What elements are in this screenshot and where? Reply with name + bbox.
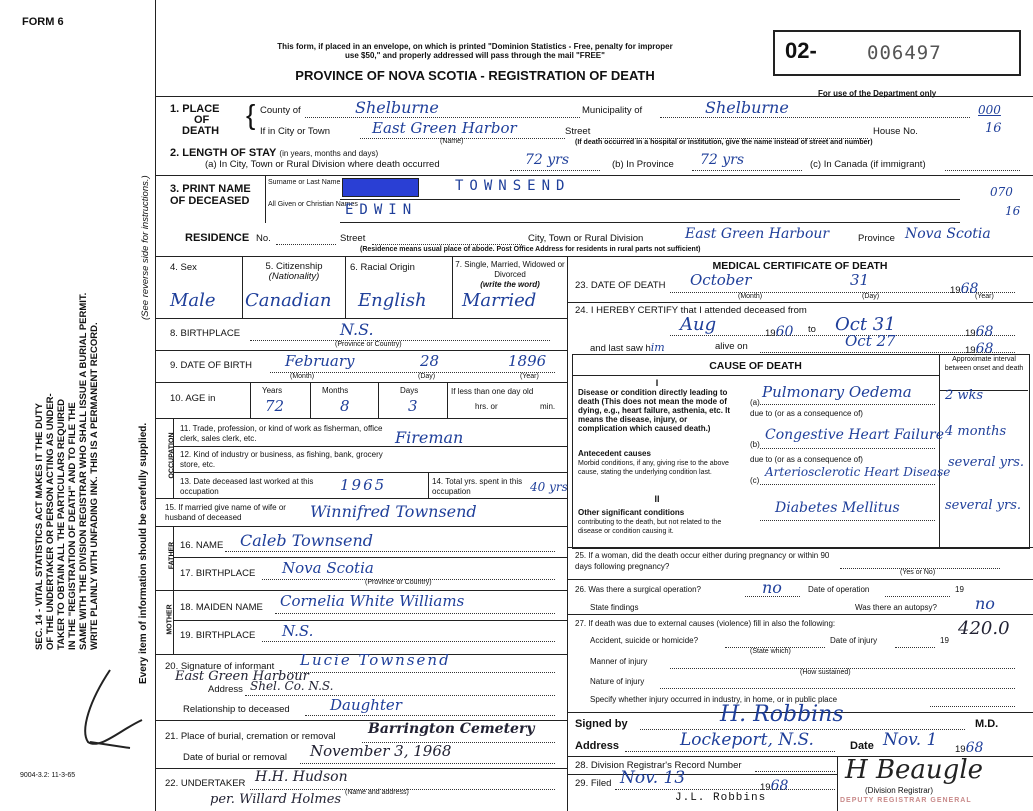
label-line: 7. Single, Married, Widowed or Divorced [455,260,565,279]
registrar-label: (Division Registrar) [865,786,934,795]
birthplace-label: 8. BIRTHPLACE [170,328,241,339]
citizenship-label [246,262,342,282]
envelope-note-line: This form, if placed in an envelope, on which is printed "Dominion Statistics - Free, penalty for improper [277,42,673,51]
months-label: Months [322,386,349,395]
residence-no-label: No. [256,233,271,244]
informant-address-label: Address [208,684,243,695]
alive-label: alive on [715,341,748,352]
part-i: I [655,378,659,388]
dob-year: 1896 [508,352,547,370]
months-value: 8 [340,397,350,415]
q26-value: no [762,578,782,597]
print-name-label [170,183,251,207]
due-to-2: due to (or as a consequence of) [750,455,863,464]
autopsy-value: no [975,594,995,613]
hospital-note: (If death occurred in a hospital or institution, give the name instead of street and number) [575,139,873,146]
cause-c-interval: several yrs. [948,455,1025,470]
informant-label: 20. Signature of informant [165,661,275,672]
stay-c-label: (c) In Canada (if immigrant) [810,159,926,170]
year-prefix: 19 [765,328,776,339]
origin-value: English [358,290,427,311]
residence-street-label: Street [340,233,366,244]
registrar-signature: H Beaugle [845,755,984,785]
death-day-note: (Day) [862,293,880,300]
days-label: Days [400,386,419,395]
residence-city-label: City, Town or Rural Division [528,233,644,244]
year-prefix: 19 [965,328,976,339]
name-note: (Name) [440,138,464,145]
other-cause: Diabetes Mellitus [775,500,900,516]
year-value: 68 [770,778,789,794]
cause-c-label: (c) [750,476,760,485]
filed-date: Nov. 13 [620,768,686,788]
cause-b-interval: 4 months [945,424,1007,439]
year-prefix: 19 [760,782,771,793]
accident-label: Accident, suicide or homicide? [590,636,699,645]
form-number: FORM 6 [22,16,64,28]
father-name-label: 16. NAME [180,540,224,551]
stay-a-label: (a) In City, Town or Rural Division where death occurred [205,159,440,170]
father-birthplace-value: Nova Scotia [282,559,374,577]
q27: 27. If death was due to external causes (violence) fill in also the following: [575,619,836,628]
department-note: For use of the Department only [818,89,937,98]
initials-scrawl [70,660,150,760]
city-label: If in City or Town [260,126,331,137]
nature-label: Nature of injury [590,677,645,686]
house-no-label: House No. [873,126,918,137]
autopsy-label: Was there an autopsy? [855,603,937,612]
year-prefix: 19 [950,285,961,296]
marital-value: Married [462,290,537,311]
mother-birthplace-label: 19. BIRTHPLACE [180,630,256,641]
sex-label: 4. Sex [170,262,197,273]
birthplace-value: N.S. [340,320,374,339]
due-to-1: due to (or as a consequence of) [750,409,863,418]
birthplace-note: (Province or Country) [335,341,402,348]
last-worked-label: 13. Date deceased last worked at this occupation [180,477,314,496]
father-bp-note: (Province or Country) [365,579,432,586]
given-label: All Given or Christian Names [268,201,358,208]
q27-code: 420.0 [958,618,1010,639]
stay-label: 2. LENGTH OF STAY [170,147,277,159]
label-line: 3. PRINT NAME [170,183,251,195]
mother-tag: MOTHER [166,604,174,635]
q25-note: (Yes or No) [900,569,936,576]
how-sustained-note: (How sustained) [800,669,851,676]
residence-city-value: East Green Harbour [685,226,830,242]
q26: 26. Was there a surgical operation? [575,585,701,594]
registrar-name: J.L. Robbins [675,792,767,804]
total-years-label: 14. Total yrs. spent in this occupation [432,477,523,496]
industry-label: 12. Kind of industry or business, as fishing, bank, grocery store, etc. [180,450,383,469]
label-line: (Nationality) [268,271,320,282]
spouse-label: 15. If married give name of wife or husband of deceased [165,503,286,522]
municipality-value: Shelburne [705,98,789,117]
label-line: 5. Citizenship [265,261,323,272]
cause-a-interval: 2 wks [945,388,984,403]
last-saw-suffix: im [650,341,665,354]
total-years-value: 40 yrs [530,480,568,494]
year-prefix: 19 [965,345,976,356]
undertaker-label: 22. UNDERTAKER [165,778,246,789]
cause-b-label: (b) [750,440,760,449]
state-which-note: (State which) [750,648,791,655]
surname-label: Surname or Last Name [268,179,341,186]
part-ii: II [654,494,660,504]
certify-to-year [965,324,993,340]
last-saw-label [590,341,665,354]
municipality-label: Municipality of [582,105,643,116]
last-worked-value: 1965 [340,476,387,494]
place-of-death-label [170,104,220,137]
address-label: Address [575,740,620,752]
last-saw-text: and last saw h [590,343,651,354]
statute-line: SEC. 14 - VITAL STATISTICS ACT MAKES IT THE DUTY [34,402,45,650]
min-label: min. [540,402,556,411]
dob-label: 9. DATE OF BIRTH [170,360,252,371]
certify-to: Oct 31 [835,314,896,335]
year-prefix: 19 [955,744,966,755]
certify-to-label: to [808,324,816,335]
residence-note: (Residence means usual place of abode. Post Office Address for residents in rural parts not sufficient) [360,246,701,253]
cause-a-label: (a) [750,398,760,407]
specify-label: Specify whether injury occurred in industry, in home, or in public place [590,695,838,704]
sign-year [955,740,983,756]
brace: { [246,99,256,130]
trade-label: 11. Trade, profession, or kind of work as fisherman, office clerk, sales clerk, etc. [180,424,383,443]
manner-label: Manner of injury [590,657,648,666]
reverse-note: (See reverse side for instructions.) [140,175,151,320]
burial-date-label: Date of burial or removal [183,752,288,763]
statute-line: OF THE UNDERTAKER OR PERSON ACTING AS UNDER- [45,393,56,650]
burial-place-value: Barrington Cemetery [368,721,535,737]
undertaker-value: H.H. Hudson [255,769,348,785]
death-date-label: 23. DATE OF DEATH [575,280,666,291]
deputy-stamp: DEPUTY REGISTRAR GENERAL [840,797,972,804]
physician-signature: H. Robbins [720,702,844,727]
statute-line: SAME WITH THE DIVISION REGISTRAR WHO SHALL ISSUE A BURIAL PERMIT. [78,292,89,650]
county-value: Shelburne [355,98,439,117]
stay-sub: (in years, months and days) [279,149,379,158]
statute-line: WRITE PLAINLY WITH UNFADING INK. THIS IS A PERMANENT RECORD. [89,322,100,650]
statute-text [34,293,100,650]
cause-c: Arteriosclerotic Heart Disease [765,465,951,479]
mother-birthplace-value: N.S. [282,622,314,640]
state-findings-label: State findings [590,603,639,612]
city-value: East Green Harbor [372,119,517,137]
stay-a-value: 72 yrs [525,152,570,168]
informant-address-2: Shel. Co. N.S. [250,679,334,693]
infant-label: If less than one day old [451,387,534,396]
label-line: DEATH [182,125,220,137]
dob-month-note: (Month) [290,373,315,380]
injury-date-label: Date of injury [830,636,878,645]
antecedent-label: Antecedent causes [578,449,651,458]
certify-from-year [765,324,793,340]
dob-day: 28 [420,352,440,370]
undertaker-note: (Name and address) [345,789,409,796]
other-sub: contributing to the death, but not related to the disease or condition causing it. [578,519,722,535]
hrs-label: hrs. or [475,402,498,411]
cause-title: CAUSE OF DEATH [709,360,802,372]
years-label: Years [262,386,283,395]
dob-day-note: (Day) [418,373,436,380]
sign-date: Nov. 1 [883,730,938,750]
sex-value: Male [170,290,216,311]
place-code-b: 16 [985,121,1002,136]
relationship-label: Relationship to deceased [183,704,290,715]
name-code-b: 16 [1005,204,1021,218]
filed-label: 29. Filed [575,778,612,789]
death-month-note: (Month) [738,293,763,300]
informant-address-value: East Green Harbour [175,669,309,684]
residence-province-label: Province [858,233,895,244]
reg-number: 006497 [867,42,942,64]
mother-name-value: Cornelia White Williams [280,592,465,610]
year-value: 68 [960,281,979,297]
informant-signature: Lucie Townsend [300,651,451,669]
year-value: 60 [775,324,794,340]
relationship-value: Daughter [330,696,402,714]
name-code-a: 070 [990,185,1013,199]
sign-date-label: Date [850,740,874,752]
statute-line: TAKER TO OBTAIN ALL THE PARTICULARS REQUIRED [56,398,67,650]
days-value: 3 [408,397,418,415]
registration-number-box [773,30,1021,76]
disease-label: Disease or condition directly leading to death (This does not mean the mode of dying, e.g., heart failure, asthenia, etc. It means the disease, injury, or complication which caused death.) [578,388,731,433]
street-label: Street [565,126,591,137]
alive-date: Oct 27 [845,332,896,350]
father-name-value: Caleb Townsend [240,531,373,550]
statute-line: IN THE "REGISTRATION OF DEATH" AND TO FILE THE [67,402,78,650]
certify-label: 24. I HEREBY CERTIFY that I attended deceased from [575,305,807,316]
year-value: 68 [975,324,994,340]
surname-value: TOWNSEND [455,178,571,194]
form-title: PROVINCE OF NOVA SCOTIA - REGISTRATION OF DEATH [295,68,655,83]
injury-year: 19 [940,636,949,645]
redaction-block [342,178,419,197]
spouse-value: Winnifred Townsend [310,502,477,521]
burial-place-label: 21. Place of burial, cremation or removal [165,731,336,742]
registrar-no-label: 28. Division Registrar's Record Number [575,760,742,771]
reg-prefix: 02- [785,38,817,63]
occupation-tag: OCCUPATION [168,432,176,479]
age-label: 10. AGE in [170,393,216,404]
label-line: OF DECEASED [170,195,250,207]
residence-label: RESIDENCE [185,232,250,244]
undertaker-per: per. Willard Holmes [210,792,342,807]
label-line: (write the word) [480,280,540,289]
burial-date-value: November 3, 1968 [310,742,452,760]
death-day: 31 [850,271,870,289]
stay-b-value: 72 yrs [700,152,745,168]
marital-label [455,260,565,290]
cause-a: Pulmonary Oedema [762,383,912,401]
mother-name-label: 18. MAIDEN NAME [180,602,263,613]
label-line: OF [194,114,210,126]
origin-label: 6. Racial Origin [350,262,415,273]
county-label: County of [260,105,301,116]
md-label: M.D. [975,718,999,730]
form-code: 9004-3.2: 11-3-65 [20,772,76,779]
envelope-note [195,42,755,60]
label-line: 1. PLACE [170,103,220,115]
death-month: October [690,271,752,289]
antecedent-sub: Morbid conditions, if any, giving rise to the above cause, stating the underlying condition last. [578,460,729,476]
physician-address: Lockeport, N.S. [680,730,814,750]
other-label: Other significant conditions [578,508,685,517]
citizenship-value: Canadian [245,290,332,311]
stay-b-label: (b) In Province [612,159,674,170]
signed-by-label: Signed by [575,718,628,730]
father-birthplace-label: 17. BIRTHPLACE [180,568,256,579]
death-year-note: (Year) [975,293,994,300]
years-value: 72 [265,397,285,415]
residence-province-value: Nova Scotia [905,226,991,242]
supply-note: Every item of information should be carefully supplied. [138,422,149,684]
operation-year: 19 [955,585,964,594]
operation-date-label: Date of operation [808,585,870,594]
certify-from: Aug [680,314,717,335]
q25: 25. If a woman, did the death occur either during pregnancy or within 90 days following pregnancy? [575,551,830,571]
year-value: 68 [965,740,984,756]
year-value: 68 [975,341,994,357]
other-interval: several yrs. [945,498,1022,513]
dob-year-note: (Year) [520,373,539,380]
place-code-a: 000 [978,103,1001,117]
trade-value: Fireman [395,428,464,447]
length-of-stay [170,147,378,159]
cause-b: Congestive Heart Failure [765,427,945,443]
father-tag: FATHER [168,541,176,570]
envelope-note-line: use $50," and properly addressed will pass through the mail "FREE" [345,51,605,60]
medical-title: MEDICAL CERTIFICATE OF DEATH [712,260,888,272]
given-value: EDWIN [345,202,418,218]
dob-month: February [285,352,355,370]
interval-label: Approximate interval between onset and death [944,356,1024,372]
